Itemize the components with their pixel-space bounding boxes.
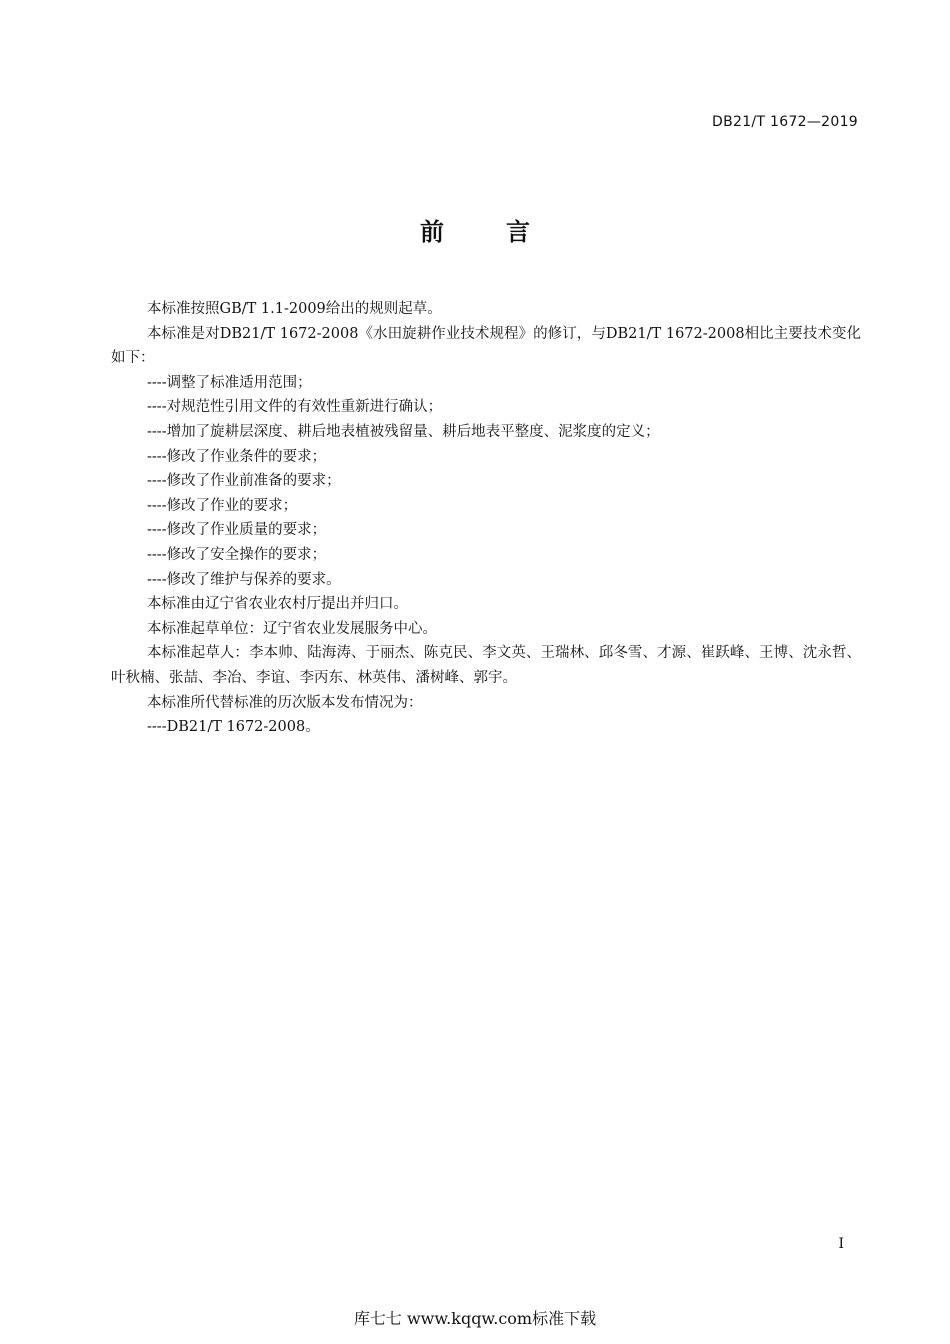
change-item: ----修改了安全操作的要求； [147, 546, 327, 563]
change-item: ----修改了作业质量的要求； [147, 522, 327, 539]
foreword-body [111, 297, 861, 740]
drafters-paragraph: 本标准起草人：李本帅、陆海涛、于丽杰、陈克民、李文英、王瑞林、邱冬雪、才源、崔跃峰、王博、沈永哲、叶秋楠、张喆、李冶、李谊、李丙东、林英伟、潘树峰、郭宇。 [111, 645, 861, 686]
drafting-rules-paragraph: 本标准按照GB/T 1.1-2009给出的规则起草。 [147, 301, 442, 317]
change-item: ----调整了标准适用范围； [147, 374, 312, 391]
version-history-paragraph: 本标准所代替标准的历次版本发布情况为： [147, 694, 423, 711]
change-item: ----对规范性引用文件的有效性重新进行确认； [147, 399, 443, 416]
footer-watermark: 库七七 www.kqqw.com标准下载 [353, 1309, 597, 1328]
proposer-paragraph: 本标准由辽宁省农业农村厅提出并归口。 [147, 596, 408, 613]
standard-code: DB21/T 1672—2019 [712, 114, 858, 130]
change-item: ----修改了维护与保养的要求。 [147, 571, 341, 588]
change-item: ----修改了作业条件的要求； [147, 448, 327, 465]
drafting-unit-paragraph: 本标准起草单位：辽宁省农业发展服务中心。 [147, 620, 437, 637]
revision-paragraph: 本标准是对DB21/T 1672-2008《水田旋耕作业技术规程》的修订，与DB21/T 1672-2008相比主要技术变化如下： [111, 325, 861, 367]
change-item: ----增加了旋耕层深度、耕后地表植被残留量、耕后地表平整度、泥浆度的定义； [147, 423, 660, 440]
version-history-item: ----DB21/T 1672-2008。 [147, 719, 320, 736]
page-title: 前言 [420, 218, 592, 246]
page-number: I [838, 1236, 844, 1252]
change-item: ----修改了作业的要求； [147, 497, 298, 514]
change-item: ----修改了作业前准备的要求； [147, 473, 341, 490]
